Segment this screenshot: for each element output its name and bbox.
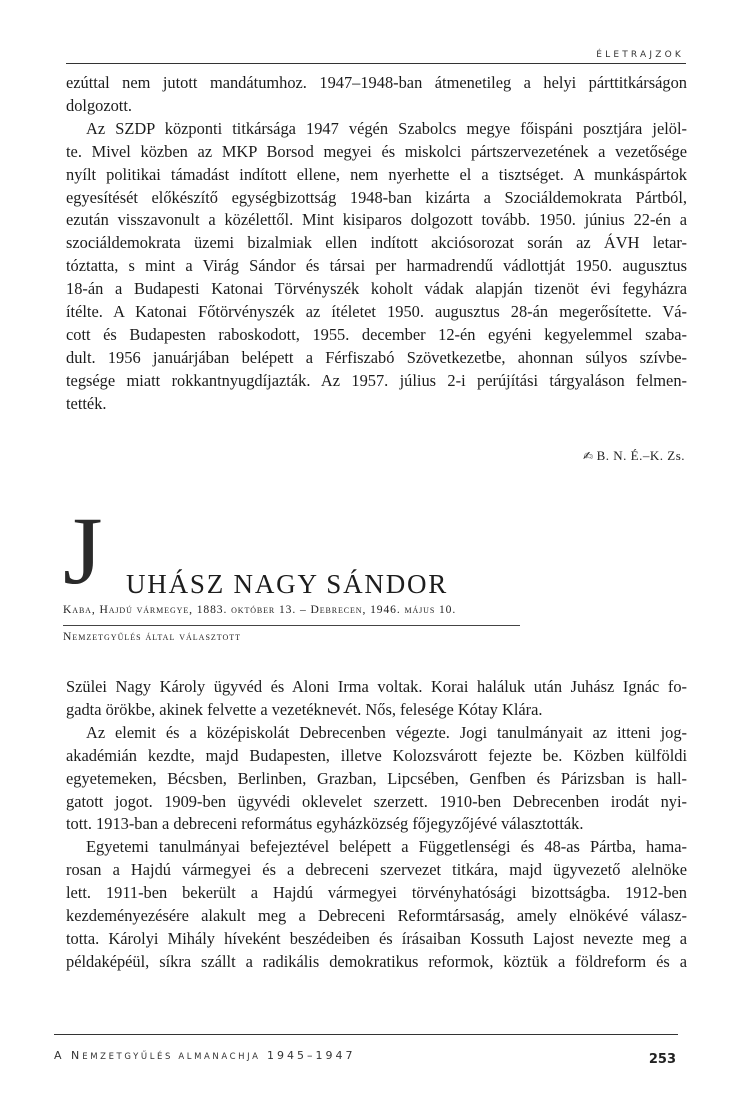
text-line: gatott jogot. 1909-ben ügyvédi oklevelet szerzett. 1910-ben Debrecenben irodát nyi- [66, 791, 687, 811]
text-line: te. Mivel közben az MKP Borsod megyei és miskolci pártszervezetének a vezetősége [66, 141, 687, 161]
text-line: példaképéül, síkra szállt a radikális demokratikus reformok, köztük a földreform és a [66, 951, 687, 971]
text-line: tették. [66, 393, 107, 413]
text-line: Az elemit és a középiskolát Debrecenben végezte. Jogi tanulmányait az itteni jog- [86, 722, 687, 742]
text-line: egyesítését előkészítő egységbizottság 1948-ban kizárta a Szociáldemokrata Pártból, [66, 187, 687, 207]
entry-title [63, 497, 663, 604]
text-line: tegsége miatt rokkantnyugdíjazták. Az 1957. július 2-i perújítási tárgyaláson felmen- [66, 370, 687, 390]
text-line: Egyetemi tanulmányai befejeztével belépett a Függetlenségi és 48-as Pártba, hama- [86, 837, 687, 857]
paragraph [66, 722, 687, 837]
paragraph [66, 118, 687, 416]
previous-entry-text [66, 72, 687, 416]
text-line: totta. Károlyi Mihály híveként beszédeiben és írásaiban Kossuth Lajost nevezte meg a [66, 928, 687, 948]
text-line: Szülei Nagy Károly ügyvéd és Aloni Irma voltak. Korai haláluk után Juhász Ignác fo- [66, 677, 687, 696]
text-line: dult. 1956 januárjában belépett a Férfiszabó Szövetkezetbe, ahonnan súlyos szívbe- [66, 347, 687, 367]
text-line: nyílt politikai támadást indított ellene, nem nyerhette el a tisztséget. A munkáspártok [66, 164, 687, 184]
page-number: 253 [648, 1052, 676, 1067]
book-title-initial: A N [54, 1049, 83, 1062]
entry-biography-text [66, 676, 687, 974]
drop-cap-initial: J [63, 497, 103, 604]
text-line: akadémián kezdte, majd Budapesten, illetve Kolozsvárott fejezte be. Közben külföldi [66, 745, 687, 765]
text-line: cott és Budapesten raboskodott, 1955. december 12-én egyéni kegyelemmel szaba- [66, 324, 687, 344]
text-line: egyetemeken, Bécsben, Berlinben, Grazban, Lipcsében, Genfben és Párizsban is hall- [66, 768, 687, 788]
book-title-years: 1945–1947 [267, 1049, 356, 1062]
paragraph [66, 676, 687, 722]
footer-rule [54, 1034, 678, 1035]
text-line: 18-án a Budapesti Katonai Törvényszék koholt vádak alapján tizenöt évi fegyházra [66, 279, 687, 299]
text-line: Az SZDP központi titkársága 1947 végén Szabolcs megye főispáni posztjára jelöl- [86, 118, 687, 138]
author-signature [583, 448, 685, 464]
text-line: ítélte. A Katonai Főtörvényszék az ítéletet 1950. augusztus 28-án megerősítette. Vá- [66, 302, 687, 322]
book-title-smallcaps: EMZETGYŰLÉS ALMANACHJA [82, 1052, 261, 1062]
text-line: kezdeményezésére alakult meg a Debreceni Reformtársaság, amely elnökévé válasz- [66, 906, 687, 926]
book-title [54, 1049, 356, 1062]
birth-death-line: Kaba, Hajdú vármegye, 1883. október 13. – Debrecen, 1946. május 10. [63, 603, 457, 616]
text-line: lett. 1911-ben bekerült a Hajdú vármegyei törvényhatósági bizottságba. 1912-ben [66, 883, 687, 903]
text-line: ezúttal nem jutott mandátumhoz. 1947–1948-ban átmenetileg a helyi párttitkárságon [66, 73, 687, 92]
paragraph [66, 836, 687, 973]
text-line: tóztatta, s mint a Virág Sándor és társai per harmadrendű vádlottját 1950. augusztus [66, 256, 687, 276]
paragraph [66, 72, 687, 118]
text-line: ezután visszavonult a közélettől. Mint kisiparos dolgozott tovább. 1950. június 22-én a [66, 210, 687, 230]
running-head: ÉLETRAJZOK [596, 50, 684, 60]
writing-hand-icon: ✍ [583, 449, 594, 463]
election-mode: Nemzetgyűlés által választott [63, 630, 242, 643]
text-line: szociáldemokrata üzemi bizalmiak ellen indított akciósorozat során az ÁVH letar- [66, 233, 687, 253]
signature-initials: B. N. É.–K. Zs. [596, 448, 685, 463]
text-line: dolgozott. [66, 95, 133, 115]
entry-name: UHÁSZ NAGY SÁNDOR [126, 569, 449, 599]
text-line: gadta örökbe, akinek felvette a vezetéknevét. Nős, felesége Kótay Klára. [66, 699, 543, 719]
entry-rule [63, 625, 520, 626]
header-rule [66, 63, 686, 64]
text-line: rosan a Hajdú vármegyei és a debreceni szervezet titkára, majd ügyvezető alelnöke [66, 860, 687, 880]
text-line: tott. 1913-ban a debreceni református egyházközség főjegyzőjévé választották. [66, 814, 584, 834]
